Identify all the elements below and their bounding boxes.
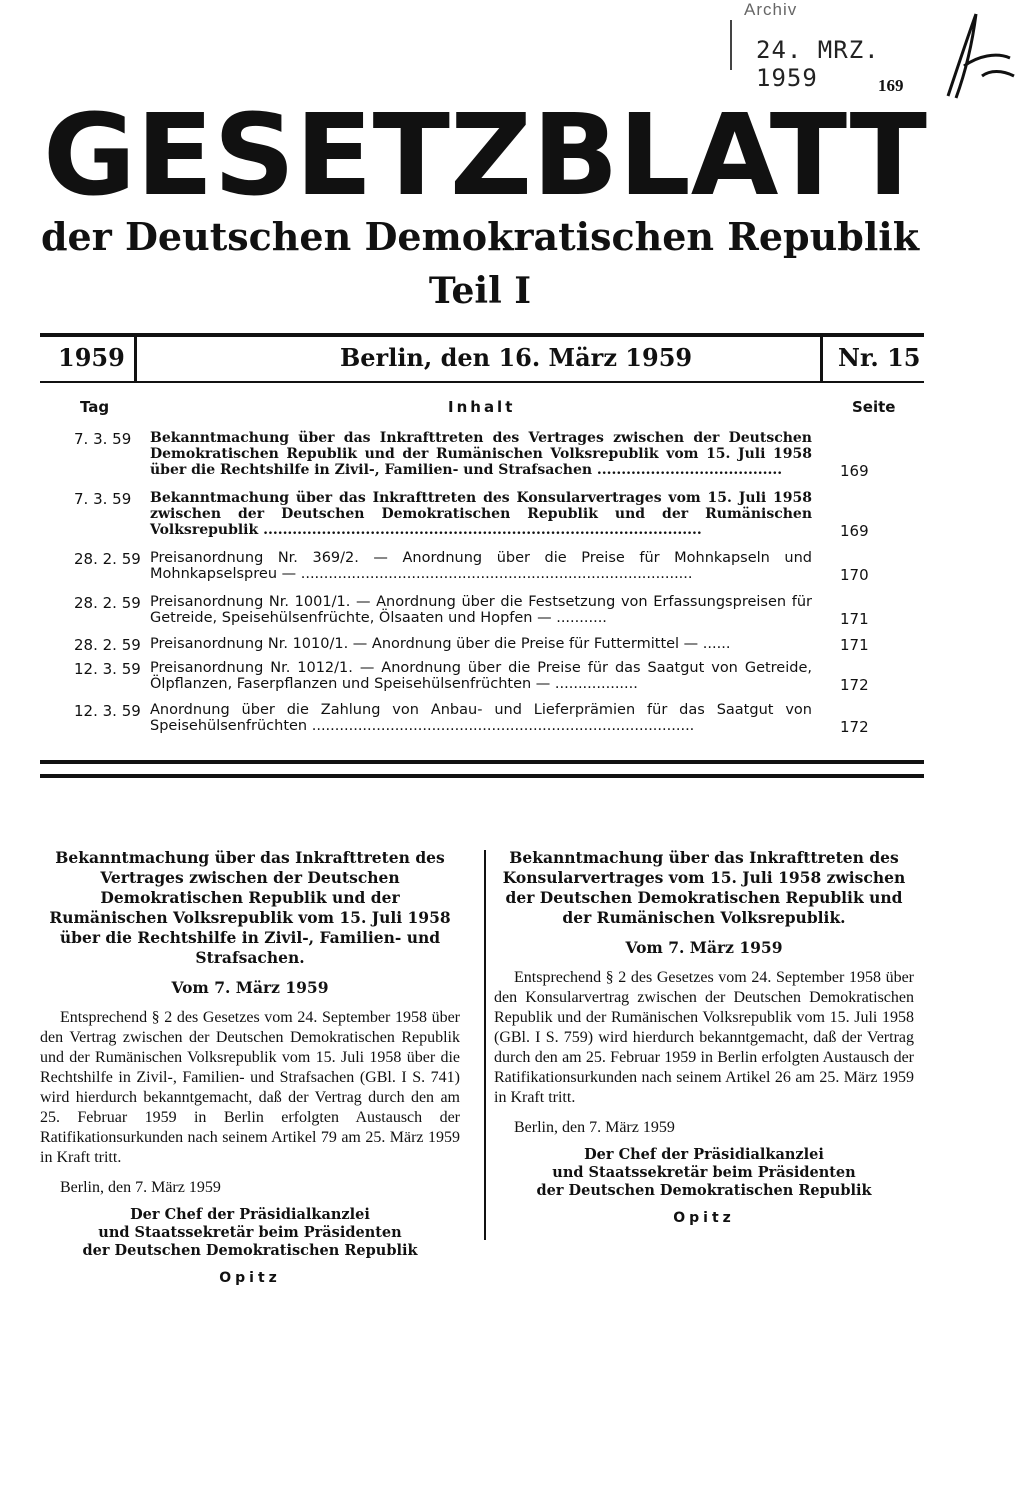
toc-date: 7. 3. 59 (74, 490, 132, 508)
toc-date: 12. 3. 59 (74, 702, 141, 720)
toc-page: 169 (840, 462, 869, 480)
masthead-part: Teil I (428, 270, 532, 312)
article-right (494, 848, 914, 1228)
toc-date: 28. 2. 59 (74, 594, 141, 612)
issue-divider (134, 337, 137, 381)
article-body: Entsprechend § 2 des Gesetzes vom 24. September 1958 über den Vertrag zwischen der Deutschen Demokratischen Republik und der Rumänischen Volksrepublik vom 15. Juli 1958 über die Rechtshilfe in Zivil-, Familien- und Strafsachen (GBl. I S. 741) wird hierdurch bekanntgemacht, daß der Vertrag durch den am 25. Februar 1959 in Berlin erfolgten Austausch der Ratifikationsurkunden nach seinem Artikel 79 am 25. März 1959 in Kraft tritt. (40, 1009, 460, 1166)
toc-date: 7. 3. 59 (74, 430, 132, 448)
toc-page: 170 (840, 566, 869, 584)
toc-header-content: Inhalt (448, 398, 516, 416)
toc-page: 172 (840, 676, 869, 694)
stamp-border (730, 20, 732, 70)
signature-line: der Deutschen Demokratischen Republik (536, 1182, 872, 1199)
masthead-subtitle: der Deutschen Demokratischen Republik (40, 214, 920, 259)
signatory-name: Opitz (673, 1210, 735, 1226)
toc-title: Bekanntmachung über das Inkrafttreten des Konsularvertrages vom 15. Juli 1958 zwischen der Deutschen Demokratischen Republik und der Rumänischen Volksrepublik .......................................................................................... (150, 490, 812, 538)
toc-title: Preisanordnung Nr. 1010/1. — Anordnung über die Preise für Futtermittel — ...... (150, 636, 731, 652)
issue-place-date: Berlin, den 16. März 1959 (340, 343, 693, 372)
signature-line: Der Chef der Präsidialkanzlei (130, 1206, 370, 1223)
toc-date: 12. 3. 59 (74, 660, 141, 678)
page-number: 169 (878, 76, 904, 95)
toc-title: Preisanordnung Nr. 1001/1. — Anordnung über die Festsetzung von Erfassungspreisen für Getreide, Speisehülsenfrüchte, Ölsaaten und Hopfen — ........... (150, 594, 812, 626)
toc-page: 172 (840, 718, 869, 736)
stamp-label: Archiv (744, 0, 798, 19)
masthead-title (40, 100, 930, 200)
signature-line: der Deutschen Demokratischen Republik (82, 1242, 418, 1259)
toc-title: Bekanntmachung über das Inkrafttreten des Vertrages zwischen der Deutschen Demokratischen Republik und der Rumänischen Volksrepublik vom 15. Juli 1958 über die Rechtshilfe in Zivil-, Familien- und Strafsachen ...................................... (150, 430, 812, 478)
signature-line: und Staatssekretär beim Präsidenten (552, 1164, 856, 1181)
issue-number: Nr. 15 (838, 343, 921, 372)
issue-divider (820, 337, 823, 381)
stamp-date: 24. MRZ. 1959 (756, 36, 880, 92)
article-date: Vom 7. März 1959 (171, 978, 329, 997)
article-title: Bekanntmachung über das Inkrafttreten des Konsularvertrages vom 15. Juli 1958 zwischen der Deutschen Demokratischen Republik und der Rumänischen Volksrepublik. (502, 848, 906, 927)
toc-title: Preisanordnung Nr. 369/2. — Anordnung über die Preise für Mohnkapseln und Mohnkapselspreu — ..................................................................................... (150, 550, 812, 582)
signatory-name: Opitz (219, 1270, 281, 1286)
toc-page: 171 (840, 610, 869, 628)
toc-date: 28. 2. 59 (74, 550, 141, 568)
article-place-date: Berlin, den 7. März 1959 (514, 1119, 675, 1136)
article-date: Vom 7. März 1959 (625, 938, 783, 957)
article-left (40, 848, 460, 1288)
toc-page: 169 (840, 522, 869, 540)
issue-year: 1959 (58, 343, 125, 372)
toc-header-page: Seite (852, 398, 896, 416)
signature-line: und Staatssekretär beim Präsidenten (98, 1224, 402, 1241)
article-body: Entsprechend § 2 des Gesetzes vom 24. September 1958 über den Konsularvertrag zwischen der Deutschen Demokratischen Republik und der Rumänischen Volksrepublik vom 15. Juli 1958 (GBl. I S. 759) wird hierdurch bekanntgemacht, daß der Vertrag durch den am 25. Februar 1959 in Berlin erfolgten Austausch der Ratifikationsurkunden nach seinem Artikel 26 am 25. März 1959 in Kraft tritt. (494, 969, 914, 1106)
toc-page: 171 (840, 636, 869, 654)
toc-title: Preisanordnung Nr. 1012/1. — Anordnung über die Preise für das Saatgut von Getreide, Ölpflanzen, Faserpflanzen und Speisehülsenfrüchten — .................. (150, 660, 812, 692)
handwritten-signature (918, 6, 1018, 104)
toc-date: 28. 2. 59 (74, 636, 141, 654)
masthead-title-text: GESETZBLATT (43, 100, 927, 200)
toc-title: Anordnung über die Zahlung von Anbau- und Lieferprämien für das Saatgut von Speisehülsenfrüchten ................................................................................... (150, 702, 812, 734)
toc-header-day: Tag (80, 398, 110, 416)
column-divider (484, 850, 486, 1240)
signature-line: Der Chef der Präsidialkanzlei (584, 1146, 824, 1163)
article-place-date: Berlin, den 7. März 1959 (60, 1179, 221, 1196)
section-divider (40, 760, 924, 778)
issue-bar (40, 333, 924, 383)
article-title: Bekanntmachung über das Inkrafttreten des Vertrages zwischen der Deutschen Demokratischen Republik und der Rumänischen Volksrepublik vom 15. Juli 1958 über die Rechtshilfe in Zivil-, Familien- und Strafsachen. (49, 848, 451, 967)
